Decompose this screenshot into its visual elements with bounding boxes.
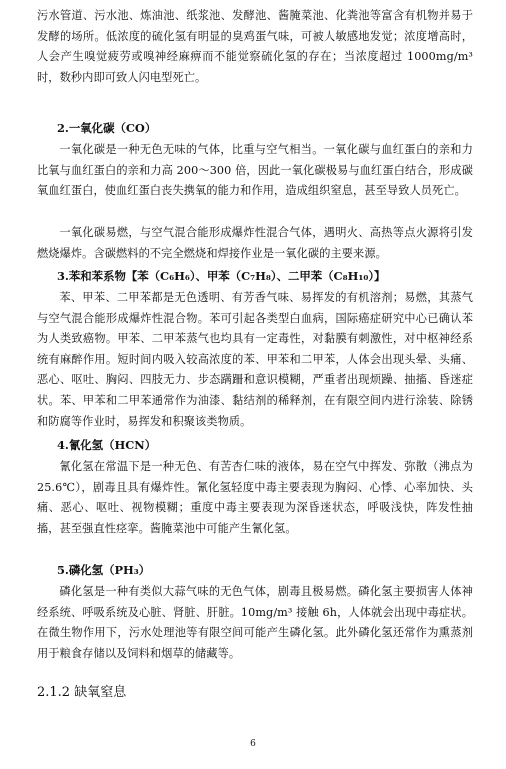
heading-benzene: 3.苯和苯系物【苯（C₆H₆）、甲苯（C₇H₈）、二甲苯（C₈H₁₀）】 bbox=[57, 269, 386, 283]
heading-carbon-monoxide: 2.一氧化碳（CO） bbox=[57, 121, 157, 135]
paragraph-benzene: 苯、甲苯、二甲苯都是无色透明、有芳香气味、易挥发的有机溶剂；易燃，其蒸气与空气混合能形成爆炸性混合物。苯可引起各类型白血病，国际癌症研究中心已确认苯为人类致癌物。甲苯、二甲苯蒸气也均具有一定毒性，对黏膜有刺激性，对中枢神经系统有麻醉作用。短时间内吸入较高浓度的苯、甲苯和二甲苯，人体会出现头晕、头痛、恶心、呕吐、胸闷、四肢无力、步态蹒跚和意识模糊，严重者出现烦躁、抽搐、昏迷症状。苯、甲苯和二甲苯通常作为油漆、黏结剂的稀释剂，在有限空间内进行涂装、除锈和防腐等作业时，易挥发和积聚该类物质。 bbox=[37, 291, 473, 428]
section-heading-hypoxia: 2.1.2 缺氧窒息 bbox=[37, 685, 127, 700]
heading-phosphine: 5.磷化氢（PH₃） bbox=[57, 563, 151, 577]
paragraph-carbon-monoxide-2: 一氧化碳易燃，与空气混合能形成爆炸性混合气体，遇明火、高热等点火源将引发燃烧爆炸。含碳燃料的不完全燃烧和焊接作业是一氧化碳的主要来源。 bbox=[37, 226, 473, 260]
paragraph-carbon-monoxide-1: 一氧化碳是一种无色无味的气体，比重与空气相当。一氧化碳与血红蛋白的亲和力比氧与血红蛋白的亲和力高 200～300 倍，因此一氧化碳极易与血红蛋白结合，形成碳氧血红蛋白，使血红蛋白丧失携氧的能力和作用，造成组织窒息，甚至导致人员死亡。 bbox=[37, 143, 473, 198]
page-number: 6 bbox=[250, 739, 256, 749]
paragraph-hydrogen-cyanide: 氰化氢在常温下是一种无色、有苦杏仁味的液体，易在空气中挥发、弥散（沸点为 25.6℃），剧毒且具有爆炸性。氰化氢轻度中毒主要表现为胸闷、心悸、心率加快、头痛、恶心、呕吐、视物模糊；重度中毒主要表现为深昏迷状态，呼吸浅快，阵发性抽搐，甚至强直性痉挛。酱腌菜池中可能产生氰化氢。 bbox=[37, 460, 473, 535]
paragraph-hydrogen-sulfide-cont: 污水管道、污水池、炼油池、纸浆池、发酵池、酱腌菜池、化粪池等富含有机物并易于发酵的场所。低浓度的硫化氢有明显的臭鸡蛋气味，可被人敏感地发觉；浓度增高时，人会产生嗅觉疲劳或嗅神经麻痹而不能觉察硫化氢的存在；当浓度超过 1000mg/m³ 时，数秒内即可致人闪电型死亡。 bbox=[37, 9, 473, 84]
paragraph-phosphine: 磷化氢是一种有类似大蒜气味的无色气体，剧毒且极易燃。磷化氢主要损害人体神经系统、呼吸系统及心脏、肾脏、肝脏。10mg/m³ 接触 6h，人体就会出现中毒症状。在微生物作用下，污水处理池等有限空间可能产生磷化氢。此外磷化氢还常作为熏蒸剂用于粮食存储以及饲料和烟草的储藏等。 bbox=[37, 585, 473, 660]
heading-hydrogen-cyanide: 4.氰化氢（HCN） bbox=[57, 438, 157, 452]
